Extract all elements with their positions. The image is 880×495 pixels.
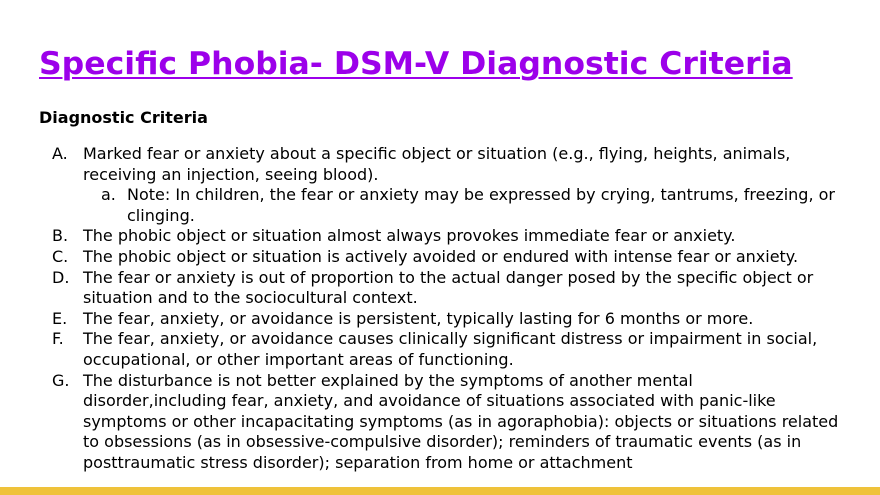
criterion-text: The phobic object or situation almost always provokes immediate fear or anxiety. (83, 226, 736, 246)
footer-accent-bar (0, 487, 880, 495)
criterion-marker: F. (52, 329, 64, 349)
criterion-a (39, 144, 839, 226)
criterion-e (39, 309, 839, 330)
criterion-b (39, 226, 839, 247)
criterion-g (39, 371, 839, 474)
criterion-text: The disturbance is not better explained by the symptoms of another mental disorder,including fear, anxiety, and avoidance of situations associated with panic-like symptoms or other incapacitating symptoms (as in agoraphobia): objects or situations related to obsessions (as in obsessive-compulsive disorder); reminders of traumatic events (as in posttraumatic stress disorder); separation from home or attachment (83, 370, 839, 472)
criterion-marker: A. (52, 144, 68, 163)
criterion-c (39, 247, 839, 268)
section-heading: Diagnostic Criteria (39, 108, 208, 127)
criterion-marker: G. (52, 370, 70, 390)
sub-criterion-marker: a. (101, 185, 116, 205)
criterion-marker: D. (52, 267, 70, 287)
criterion-text: The fear, anxiety, or avoidance causes clinically significant distress or impairment in social, occupational, or other important areas of functioning. (83, 329, 818, 369)
criterion-f (39, 329, 839, 370)
slide-title-link[interactable]: Specific Phobia- DSM-V Diagnostic Criteria (39, 46, 793, 82)
criterion-text: The fear, anxiety, or avoidance is persistent, typically lasting for 6 months or more. (83, 308, 754, 328)
sub-criterion-text: Note: In children, the fear or anxiety may be expressed by crying, tantrums, freezing, or clinging. (127, 185, 835, 225)
criterion-marker: E. (52, 308, 68, 328)
criteria-list (39, 144, 839, 474)
criterion-marker: B. (52, 226, 69, 246)
criterion-d (39, 268, 839, 309)
criterion-a-note (83, 185, 839, 226)
criterion-text: Marked fear or anxiety about a specific object or situation (e.g., flying, heights, animals, receiving an injection, seeing blood). (83, 144, 791, 184)
criterion-marker: C. (52, 246, 69, 266)
criterion-text: The phobic object or situation is actively avoided or endured with intense fear or anxiety. (83, 246, 799, 266)
criterion-text: The fear or anxiety is out of proportion to the actual danger posed by the specific object or situation and to the sociocultural context. (83, 267, 814, 308)
